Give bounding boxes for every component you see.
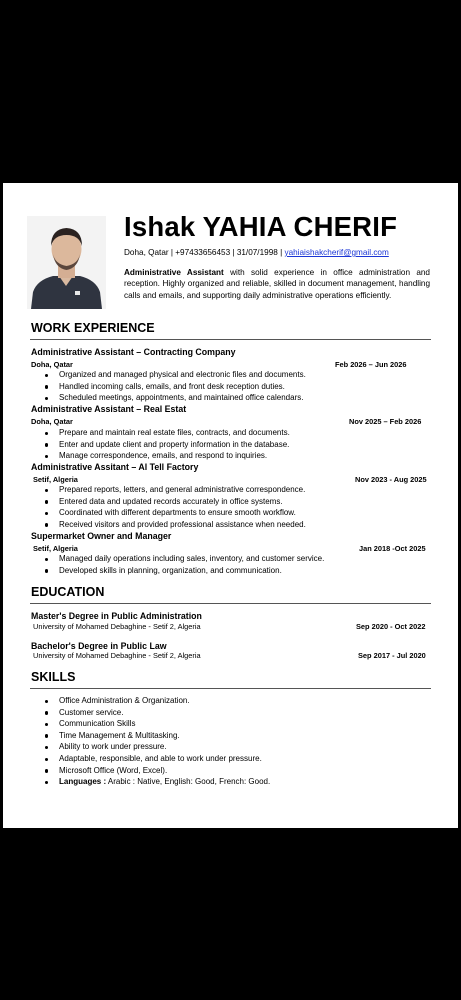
education-heading: EDUCATION — [31, 585, 105, 599]
job-title: Administrative Assitant – Al Tell Factory — [31, 462, 199, 472]
duty-item: Handled incoming calls, emails, and front desk reception duties. — [45, 381, 306, 393]
education-dates: Sep 2017 - Jul 2020 — [358, 651, 426, 660]
job-location: Setif, Algeria — [33, 475, 78, 484]
duty-item: Organized and managed physical and electronic files and documents. — [45, 369, 306, 381]
degree-title: Bachelor's Degree in Public Law — [31, 641, 167, 651]
school-name: University of Mohamed Debaghine - Setif 2, Algeria — [33, 622, 201, 631]
summary-role: Administrative Assistant — [124, 268, 224, 277]
resume-page — [3, 183, 458, 828]
summary-text: with solid experience in office administration and reception. Highly organized and reliable, skilled in document management, handling calls and emails, and supporting daily administrative operations efficiently. — [124, 268, 430, 300]
job-duties — [45, 484, 306, 530]
duty-item: Prepared reports, letters, and general administrative correspondence. — [45, 484, 306, 496]
skill-item: Microsoft Office (Word, Excel). — [45, 765, 270, 777]
profile-photo-image — [27, 216, 106, 309]
job-title: Supermarket Owner and Manager — [31, 531, 172, 541]
skill-item: Communication Skills — [45, 718, 270, 730]
duty-item: Scheduled meetings, appointments, and maintained office calendars. — [45, 392, 306, 404]
school-name: University of Mohamed Debaghine - Setif 2, Algeria — [33, 651, 201, 660]
section-divider — [30, 688, 431, 689]
duty-item: Prepare and maintain real estate files, contracts, and documents. — [45, 427, 290, 439]
job-location: Setif, Algeria — [33, 544, 78, 553]
education-dates: Sep 2020 - Oct 2022 — [356, 622, 426, 631]
duty-item: Developed skills in planning, organization, and communication. — [45, 565, 324, 577]
duty-item: Enter and update client and property information in the database. — [45, 439, 290, 451]
duty-item: Received visitors and provided professional assistance when needed. — [45, 519, 306, 531]
degree-title: Master's Degree in Public Administration — [31, 611, 202, 621]
section-divider — [30, 603, 431, 604]
skill-item: Adaptable, responsible, and able to work under pressure. — [45, 753, 270, 765]
job-title: Administrative Assistant – Real Estat — [31, 404, 187, 414]
job-dates: Nov 2025 – Feb 2026 — [349, 417, 422, 426]
work-experience-heading: WORK EXPERIENCE — [31, 321, 155, 335]
skills-heading: SKILLS — [31, 670, 76, 684]
languages-label: Languages : — [59, 777, 107, 787]
duty-item: Manage correspondence, emails, and respond to inquiries. — [45, 450, 290, 462]
profile-photo — [27, 216, 106, 309]
email-link[interactable]: yahiaishakcherif@gmail.com — [284, 248, 389, 257]
job-duties — [45, 369, 306, 404]
job-location: Doha, Qatar — [31, 417, 73, 426]
job-dates: Jan 2018 -Oct 2025 — [359, 544, 426, 553]
skill-item: Customer service. — [45, 707, 270, 719]
skills-list — [45, 695, 270, 788]
skill-item: Office Administration & Organization. — [45, 695, 270, 707]
contact-details: Doha, Qatar | +97433656453 | 31/07/1998 | — [124, 248, 285, 257]
skill-item: Ability to work under pressure. — [45, 741, 270, 753]
skill-item-languages — [45, 776, 270, 788]
section-divider — [30, 339, 431, 340]
skill-item: Time Management & Multitasking. — [45, 730, 270, 742]
profile-summary — [124, 267, 430, 301]
duty-item: Entered data and updated records accurately in office systems. — [45, 496, 306, 508]
candidate-name: Ishak YAHIA CHERIF — [124, 211, 398, 242]
job-dates: Nov 2023 - Aug 2025 — [355, 475, 427, 484]
duty-item: Managed daily operations including sales, inventory, and customer service. — [45, 553, 324, 565]
contact-line — [124, 248, 389, 257]
job-duties — [45, 553, 324, 576]
job-location: Doha, Qatar — [31, 360, 73, 369]
job-duties — [45, 427, 290, 462]
job-dates: Feb 2026 – Jun 2026 — [335, 360, 407, 369]
languages-value: Arabic : Native, English: Good, French: Good. — [106, 777, 271, 787]
duty-item: Coordinated with different departments to ensure smooth workflow. — [45, 507, 306, 519]
job-title: Administrative Assistant – Contracting Company — [31, 347, 236, 357]
